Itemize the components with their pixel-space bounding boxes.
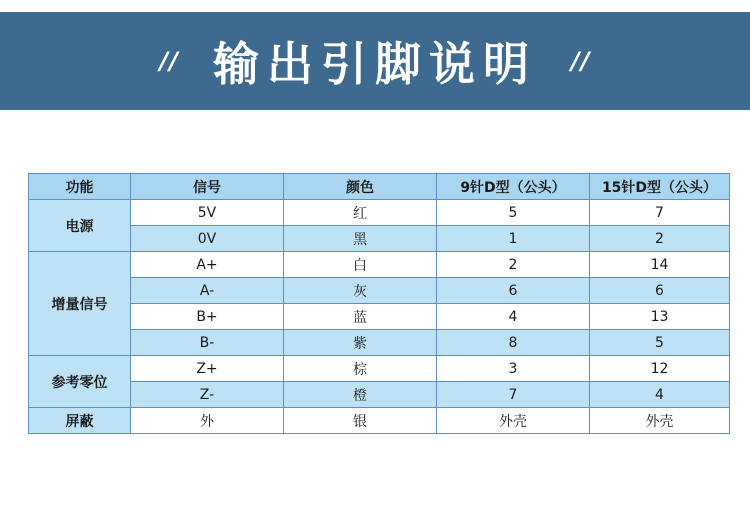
header-signal: 信号 bbox=[131, 174, 284, 200]
cell-pin15: 12 bbox=[590, 356, 730, 382]
cell-color: 黑 bbox=[284, 226, 437, 252]
table-row bbox=[29, 252, 730, 278]
cell-signal: Z- bbox=[131, 382, 284, 408]
cell-pin9: 外壳 bbox=[437, 408, 590, 434]
table-row bbox=[29, 278, 730, 304]
cell-pin15: 2 bbox=[590, 226, 730, 252]
cell-signal: B+ bbox=[131, 304, 284, 330]
cell-pin15: 6 bbox=[590, 278, 730, 304]
table-row bbox=[29, 304, 730, 330]
cell-color: 红 bbox=[284, 200, 437, 226]
table-row bbox=[29, 356, 730, 382]
cell-color: 蓝 bbox=[284, 304, 437, 330]
table-header-row bbox=[29, 174, 730, 200]
header-function: 功能 bbox=[29, 174, 131, 200]
cell-signal: B- bbox=[131, 330, 284, 356]
cell-pin9: 4 bbox=[437, 304, 590, 330]
cell-signal: A- bbox=[131, 278, 284, 304]
cell-pin9: 1 bbox=[437, 226, 590, 252]
table-row bbox=[29, 330, 730, 356]
pinout-table bbox=[28, 173, 730, 434]
table-row bbox=[29, 382, 730, 408]
cell-color: 紫 bbox=[284, 330, 437, 356]
table-row bbox=[29, 226, 730, 252]
page-title: 输出引脚说明 bbox=[213, 37, 537, 91]
cell-pin15: 外壳 bbox=[590, 408, 730, 434]
cell-signal: 5V bbox=[131, 200, 284, 226]
group-label-reference-zero: 参考零位 bbox=[29, 356, 131, 408]
group-label-shield: 屏蔽 bbox=[29, 408, 131, 434]
cell-color: 银 bbox=[284, 408, 437, 434]
cell-signal: 外 bbox=[131, 408, 284, 434]
title-banner bbox=[0, 12, 750, 110]
header-15pin: 15针D型（公头） bbox=[590, 174, 730, 200]
decoration-right: // bbox=[571, 47, 591, 75]
group-label-power: 电源 bbox=[29, 200, 131, 252]
decoration-left: // bbox=[159, 47, 179, 75]
cell-pin15: 7 bbox=[590, 200, 730, 226]
header-9pin: 9针D型（公头） bbox=[437, 174, 590, 200]
cell-pin9: 3 bbox=[437, 356, 590, 382]
cell-color: 白 bbox=[284, 252, 437, 278]
table-row bbox=[29, 408, 730, 434]
cell-pin9: 7 bbox=[437, 382, 590, 408]
cell-pin9: 5 bbox=[437, 200, 590, 226]
cell-pin9: 2 bbox=[437, 252, 590, 278]
cell-pin9: 6 bbox=[437, 278, 590, 304]
header-color: 颜色 bbox=[284, 174, 437, 200]
cell-color: 灰 bbox=[284, 278, 437, 304]
cell-pin15: 13 bbox=[590, 304, 730, 330]
cell-signal: 0V bbox=[131, 226, 284, 252]
cell-pin9: 8 bbox=[437, 330, 590, 356]
table-row bbox=[29, 200, 730, 226]
cell-signal: Z+ bbox=[131, 356, 284, 382]
cell-color: 橙 bbox=[284, 382, 437, 408]
cell-pin15: 14 bbox=[590, 252, 730, 278]
group-label-incremental: 增量信号 bbox=[29, 252, 131, 356]
cell-color: 棕 bbox=[284, 356, 437, 382]
cell-pin15: 4 bbox=[590, 382, 730, 408]
cell-signal: A+ bbox=[131, 252, 284, 278]
cell-pin15: 5 bbox=[590, 330, 730, 356]
